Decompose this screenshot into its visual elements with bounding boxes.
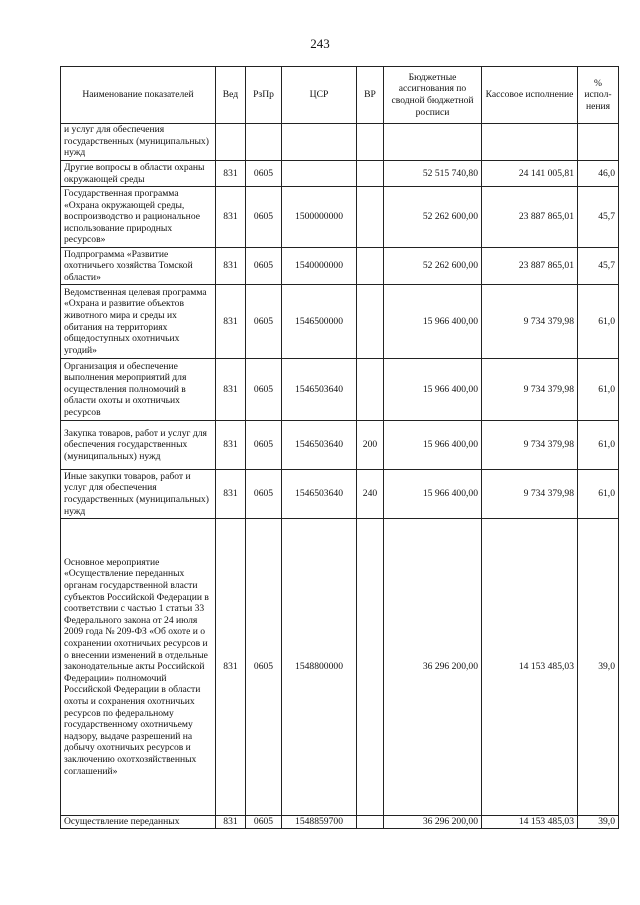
- table-row: [61, 421, 619, 470]
- row-name: Организация и обеспечение выполнения мероприятий для осуществления полномочий в области охоты и охотничьих ресурсов: [61, 359, 216, 421]
- row-rzpr: 0605: [246, 470, 282, 519]
- row-percent: 61,0: [578, 421, 619, 470]
- row-rzpr: 0605: [246, 519, 282, 816]
- row-percent: [578, 124, 619, 161]
- row-name: Ведомственная целевая программа «Охрана и развитие объектов животного мира и среды их обитания на территориях общедоступных охотничьих угодий»: [61, 285, 216, 359]
- row-name: и услуг для обеспечения государственных (муниципальных) нужд: [61, 124, 216, 161]
- row-cash-execution: 14 153 485,03: [482, 816, 578, 829]
- row-vr: 200: [357, 421, 384, 470]
- row-percent: 61,0: [578, 359, 619, 421]
- row-rzpr: 0605: [246, 359, 282, 421]
- row-ved: 831: [216, 285, 246, 359]
- table-row: [61, 816, 619, 829]
- row-vr: [357, 816, 384, 829]
- row-rzpr: 0605: [246, 248, 282, 285]
- header-csr: ЦСР: [282, 67, 357, 124]
- budget-table: [60, 66, 619, 829]
- row-csr: [282, 124, 357, 161]
- table-row: [61, 248, 619, 285]
- row-cash-execution: 14 153 485,03: [482, 519, 578, 816]
- row-ved: 831: [216, 421, 246, 470]
- table-header-row: [61, 67, 619, 124]
- table-row: [61, 359, 619, 421]
- table-row: [61, 519, 619, 816]
- row-csr: 1546503640: [282, 421, 357, 470]
- row-assignments: 15 966 400,00: [384, 421, 482, 470]
- row-csr: 1546500000: [282, 285, 357, 359]
- row-vr: [357, 519, 384, 816]
- row-csr: 1548859700: [282, 816, 357, 829]
- row-name: Иные закупки товаров, работ и услуг для обеспечения государственных (муниципальных) нужд: [61, 470, 216, 519]
- row-cash-execution: 9 734 379,98: [482, 359, 578, 421]
- header-ved: Вед: [216, 67, 246, 124]
- row-vr: 240: [357, 470, 384, 519]
- header-assignments: Бюджетные ассигнования по сводной бюджетной росписи: [384, 67, 482, 124]
- row-cash-execution: 23 887 865,01: [482, 187, 578, 248]
- row-ved: 831: [216, 187, 246, 248]
- row-rzpr: [246, 124, 282, 161]
- row-vr: [357, 187, 384, 248]
- row-csr: 1500000000: [282, 187, 357, 248]
- table-row: [61, 187, 619, 248]
- table-row: [61, 161, 619, 187]
- table-row: [61, 470, 619, 519]
- row-ved: [216, 124, 246, 161]
- row-cash-execution: 9 734 379,98: [482, 421, 578, 470]
- row-percent: 61,0: [578, 470, 619, 519]
- row-assignments: 36 296 200,00: [384, 816, 482, 829]
- row-cash-execution: 9 734 379,98: [482, 470, 578, 519]
- table-row: [61, 285, 619, 359]
- row-ved: 831: [216, 248, 246, 285]
- row-assignments: [384, 124, 482, 161]
- row-assignments: 15 966 400,00: [384, 470, 482, 519]
- row-assignments: 52 262 600,00: [384, 187, 482, 248]
- row-rzpr: 0605: [246, 161, 282, 187]
- row-percent: 46,0: [578, 161, 619, 187]
- row-percent: 61,0: [578, 285, 619, 359]
- row-vr: [357, 124, 384, 161]
- row-ved: 831: [216, 161, 246, 187]
- row-csr: 1548800000: [282, 519, 357, 816]
- header-cash-execution: Кассовое исполнение: [482, 67, 578, 124]
- row-ved: 831: [216, 519, 246, 816]
- row-assignments: 15 966 400,00: [384, 359, 482, 421]
- row-name: Основное мероприятие «Осуществление переданных органам государственной власти субъектов Российской Федерации в соответствии с частью 1 статьи 33 Федерального закона от 24 июля 2009 года № 209-ФЗ «Об охоте и о сохранении охотничьих ресурсов и о внесении изменений в отдельные законодательные акты Российской Федерации» полномочий Российской Федерации в области охоты и сохранения охотничьих ресурсов по федеральному государственному охотничьему надзору, выдаче разрешений на добычу охотничьих ресурсов и заключению охотхозяйственных соглашений»: [61, 519, 216, 816]
- row-rzpr: 0605: [246, 187, 282, 248]
- row-ved: 831: [216, 470, 246, 519]
- row-csr: 1540000000: [282, 248, 357, 285]
- row-ved: 831: [216, 816, 246, 829]
- row-name: Подпрограмма «Развитие охотничьего хозяйства Томской области»: [61, 248, 216, 285]
- row-ved: 831: [216, 359, 246, 421]
- row-assignments: 52 262 600,00: [384, 248, 482, 285]
- row-assignments: 52 515 740,80: [384, 161, 482, 187]
- header-rzpr: РзПр: [246, 67, 282, 124]
- row-vr: [357, 248, 384, 285]
- row-name: Осуществление переданных: [61, 816, 216, 829]
- row-csr: 1546503640: [282, 359, 357, 421]
- row-csr: 1546503640: [282, 470, 357, 519]
- page-number: 243: [310, 36, 330, 51]
- row-assignments: 36 296 200,00: [384, 519, 482, 816]
- row-cash-execution: 23 887 865,01: [482, 248, 578, 285]
- row-rzpr: 0605: [246, 285, 282, 359]
- row-rzpr: 0605: [246, 816, 282, 829]
- row-csr: [282, 161, 357, 187]
- row-cash-execution: 24 141 005,81: [482, 161, 578, 187]
- row-cash-execution: 9 734 379,98: [482, 285, 578, 359]
- header-vr: ВР: [357, 67, 384, 124]
- table-row: [61, 124, 619, 161]
- row-percent: 45,7: [578, 187, 619, 248]
- row-rzpr: 0605: [246, 421, 282, 470]
- row-name: Государственная программа «Охрана окружающей среды, воспроизводство и рациональное использование природных ресурсов»: [61, 187, 216, 248]
- row-vr: [357, 285, 384, 359]
- row-cash-execution: [482, 124, 578, 161]
- row-assignments: 15 966 400,00: [384, 285, 482, 359]
- row-name: Другие вопросы в области охраны окружающей среды: [61, 161, 216, 187]
- row-vr: [357, 359, 384, 421]
- row-percent: 45,7: [578, 248, 619, 285]
- header-percent: % испол-нения: [578, 67, 619, 124]
- header-name: Наименование показателей: [61, 67, 216, 124]
- row-name: Закупка товаров, работ и услуг для обеспечения государственных (муниципальных) нужд: [61, 421, 216, 470]
- row-percent: 39,0: [578, 816, 619, 829]
- row-percent: 39,0: [578, 519, 619, 816]
- row-vr: [357, 161, 384, 187]
